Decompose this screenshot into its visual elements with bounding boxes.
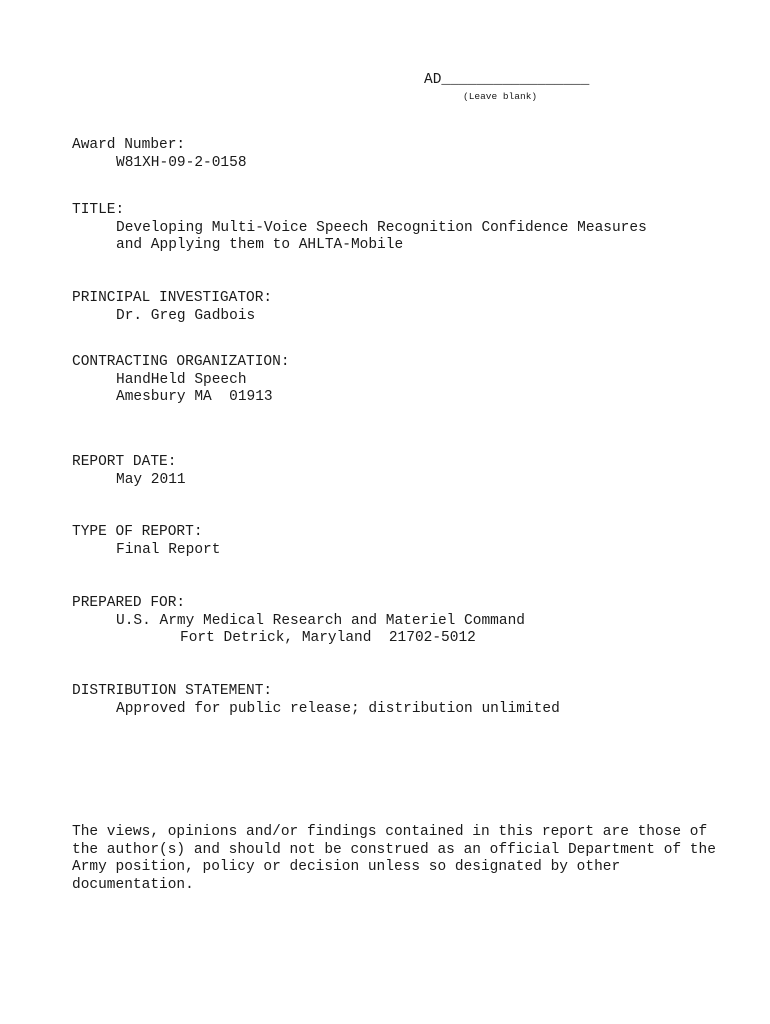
contracting-organization-label: CONTRACTING ORGANIZATION: [72,354,290,370]
award-number-value: W81XH-09-2-0158 [116,154,247,171]
contracting-organization-address: Amesbury MA 01913 [116,389,273,405]
award-number-label: Award Number: [72,137,186,153]
prepared-for-section [72,595,525,648]
report-type-section [72,524,220,559]
disclaimer-paragraph: The views, opinions and/or findings contained in this report are those of the author(s) and should not be construed as an official Department of the Army position, policy or decision unless so designated by other documentation. [72,824,716,893]
principal-investigator-section [72,290,272,325]
prepared-for-address: Fort Detrick, Maryland 21702-5012 [180,630,476,646]
report-type-value: Final Report [116,541,221,558]
prepared-for-label: PREPARED FOR: [72,595,186,611]
leave-blank-note: (Leave blank) [463,91,538,102]
contracting-organization-name: HandHeld Speech [116,371,247,388]
title-section [72,202,647,255]
title-line-1: Developing Multi-Voice Speech Recognition Confidence Measures [116,219,647,236]
principal-investigator-value: Dr. Greg Gadbois [116,307,256,324]
prepared-for-organization: U.S. Army Medical Research and Materiel Command [116,612,525,629]
distribution-statement-label: DISTRIBUTION STATEMENT: [72,683,273,699]
report-type-label: TYPE OF REPORT: [72,524,203,540]
report-date-label: REPORT DATE: [72,454,177,470]
report-date-value: May 2011 [116,471,186,488]
distribution-statement-value: Approved for public release; distribution unlimited [116,700,560,717]
principal-investigator-label: PRINCIPAL INVESTIGATOR: [72,290,273,306]
report-date-section [72,454,186,489]
title-label: TITLE: [72,202,125,218]
award-number-section [72,137,247,172]
distribution-statement-section [72,683,560,718]
ad-number-line: AD_________________ [424,72,590,88]
title-line-2: and Applying them to AHLTA-Mobile [116,237,404,253]
contracting-organization-section [72,354,290,407]
